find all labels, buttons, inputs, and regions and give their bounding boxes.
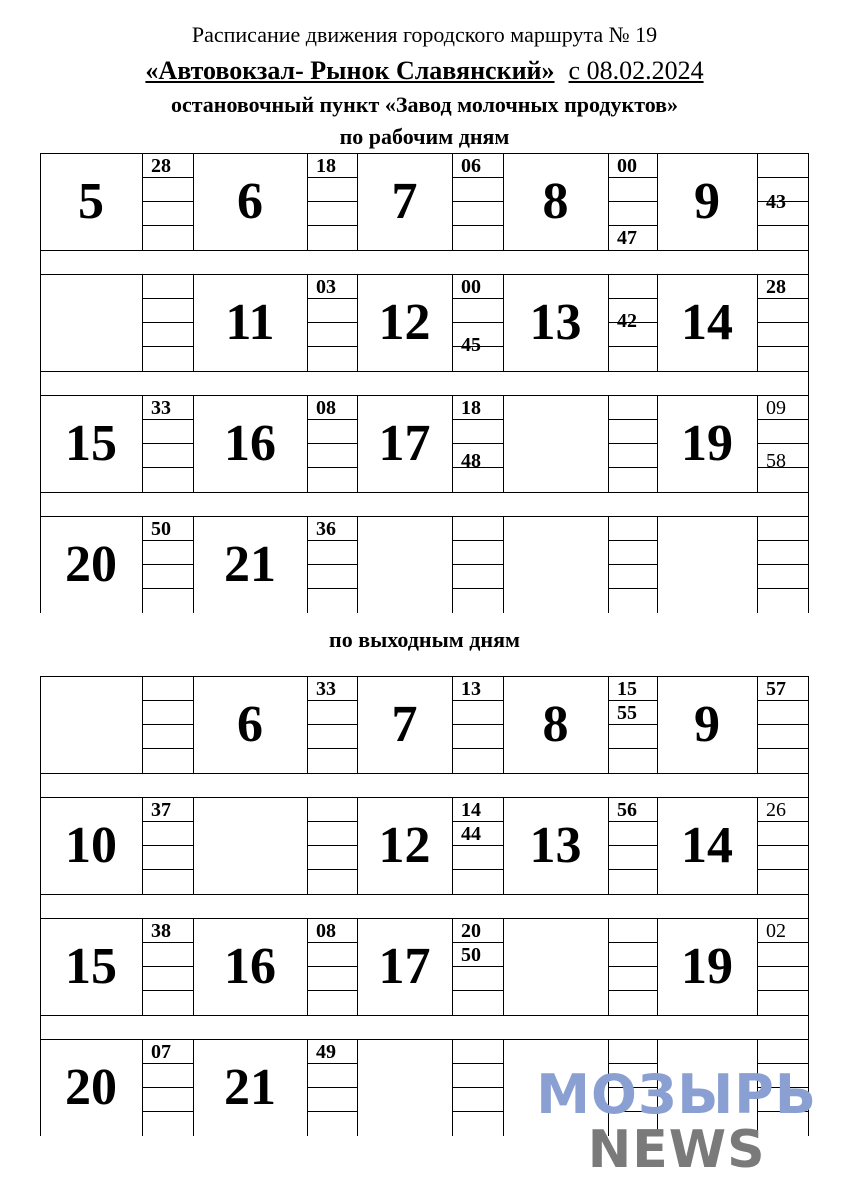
hour-cell: 12 — [378, 294, 431, 351]
row-right-border — [808, 516, 809, 613]
minute-value: 50 — [151, 518, 171, 540]
minute-slot-line — [142, 346, 193, 347]
minute-slot-line — [452, 724, 503, 725]
minute-slot-line — [307, 346, 357, 347]
minute-slot-line — [608, 748, 657, 749]
minute-slot-line — [757, 821, 808, 822]
hour-cell: 20 — [65, 536, 117, 593]
row-right-border — [808, 797, 809, 894]
minute-value: 48 — [461, 449, 481, 472]
hour-cell: 11 — [225, 294, 275, 351]
minute-slot-line — [452, 990, 503, 991]
minute-slot-line — [608, 298, 657, 299]
minute-value: 42 — [617, 309, 637, 332]
hour-cell: 21 — [224, 536, 276, 593]
minute-slot-line — [608, 966, 657, 967]
row-separator — [40, 371, 808, 395]
hour-cell: 15 — [65, 938, 117, 995]
minute-slot-line — [608, 564, 657, 565]
separator-right-border — [808, 773, 809, 797]
hour-cell: 14 — [681, 294, 733, 351]
minute-slot-line — [142, 724, 193, 725]
minute-slot-line — [452, 1087, 503, 1088]
row-separator — [40, 250, 808, 274]
hour-cell: 19 — [681, 415, 733, 472]
minute-slot-line — [142, 1111, 193, 1112]
minute-slot-line — [452, 564, 503, 565]
minute-slot-line — [452, 540, 503, 541]
hour-cell — [40, 676, 142, 773]
minute-slot-line — [757, 322, 808, 323]
minute-value: 43 — [766, 191, 786, 213]
minute-slot-line — [307, 298, 357, 299]
minute-slot-line — [452, 419, 503, 420]
minute-slot-line — [608, 588, 657, 589]
minute-slot-line — [757, 748, 808, 749]
hour-cell: 6 — [237, 173, 263, 230]
minute-slot-line — [307, 990, 357, 991]
minute-slot-line — [452, 748, 503, 749]
separator-left-border — [40, 371, 41, 395]
hour-cell: 16 — [224, 938, 276, 995]
hour-row — [40, 797, 808, 894]
minute-slot-line — [142, 564, 193, 565]
minute-slot-line — [142, 443, 193, 444]
minute-slot-line — [757, 419, 808, 420]
minute-slot-line — [142, 298, 193, 299]
minute-slot-line — [757, 588, 808, 589]
route-line — [0, 56, 849, 86]
minute-slot-line — [142, 588, 193, 589]
schedule-title: Расписание движения городского маршрута № 19 — [191, 22, 658, 47]
hour-cell: 14 — [681, 817, 733, 874]
hour-cell — [657, 516, 757, 613]
minute-slot-line — [307, 821, 357, 822]
minute-slot-line — [142, 201, 193, 202]
hour-cell: 7 — [391, 173, 418, 230]
minute-slot-line — [307, 201, 357, 202]
minute-slot-line — [307, 748, 357, 749]
row-separator — [40, 773, 808, 797]
minute-value: 47 — [617, 227, 637, 249]
row-separator — [40, 1015, 808, 1039]
minute-slot-line — [608, 467, 657, 468]
minute-slot-line — [142, 990, 193, 991]
hour-row — [40, 274, 808, 371]
minute-slot-line — [307, 845, 357, 846]
minute-value: 50 — [461, 944, 481, 966]
minute-slot-line — [142, 845, 193, 846]
minute-value: 06 — [461, 155, 481, 177]
minute-value: 37 — [151, 799, 171, 821]
hour-cell: 15 — [65, 415, 117, 472]
hour-cell: 8 — [542, 173, 569, 230]
hour-cell: 9 — [694, 696, 720, 753]
minute-slot-line — [307, 942, 357, 943]
hour-cell: 16 — [224, 415, 276, 472]
separator-left-border — [40, 773, 41, 797]
separator-left-border — [40, 250, 41, 274]
separator-left-border — [40, 1015, 41, 1039]
minute-value: 28 — [151, 155, 171, 177]
weekend-label: по выходным дням — [329, 627, 520, 652]
separator-left-border — [40, 894, 41, 918]
hour-row — [40, 516, 808, 613]
minute-slot-line — [307, 1111, 357, 1112]
minute-value: 38 — [151, 920, 171, 942]
minute-slot-line — [608, 443, 657, 444]
hour-cell: 7 — [391, 696, 418, 753]
minute-slot-line — [142, 467, 193, 468]
minute-slot-line — [307, 1063, 357, 1064]
minute-value: 14 — [461, 799, 481, 821]
minute-slot-line — [452, 869, 503, 870]
minute-slot-line — [452, 700, 503, 701]
minute-slot-line — [307, 588, 357, 589]
minute-slot-line — [757, 564, 808, 565]
minute-slot-line — [142, 869, 193, 870]
row-right-border — [808, 918, 809, 1015]
minute-value: 02 — [766, 920, 786, 942]
hour-cell — [357, 516, 452, 613]
hour-row — [40, 918, 808, 1015]
row-right-border — [808, 153, 809, 250]
minute-slot-line — [452, 821, 503, 822]
minute-slot-line — [757, 869, 808, 870]
minute-slot-line — [452, 1063, 503, 1064]
hour-row — [40, 676, 808, 773]
row-right-border — [808, 395, 809, 492]
minute-slot-line — [142, 748, 193, 749]
minute-slot-line — [307, 419, 357, 420]
minute-slot-line — [142, 821, 193, 822]
minute-slot-line — [307, 467, 357, 468]
minute-value: 18 — [461, 397, 481, 419]
hour-cell: 19 — [681, 938, 733, 995]
minute-slot-line — [608, 845, 657, 846]
minute-slot-line — [757, 346, 808, 347]
minute-slot-line — [307, 225, 357, 226]
hour-cell — [503, 918, 608, 1015]
hour-cell: 21 — [224, 1059, 276, 1116]
minute-slot-line — [142, 225, 193, 226]
minute-slot-line — [757, 225, 808, 226]
minute-slot-line — [452, 1111, 503, 1112]
minute-slot-line — [142, 1063, 193, 1064]
minute-value: 28 — [766, 276, 786, 298]
mozyr-news-watermark: МОЗЫРЬ NEWS — [536, 1063, 817, 1180]
hour-cell: 6 — [237, 696, 263, 753]
minute-slot-line — [142, 322, 193, 323]
minute-value: 44 — [461, 823, 481, 845]
minute-slot-line — [608, 201, 657, 202]
minute-slot-line — [608, 724, 657, 725]
minute-slot-line — [757, 443, 808, 444]
minute-slot-line — [307, 869, 357, 870]
minute-slot-line — [307, 322, 357, 323]
minute-slot-line — [757, 540, 808, 541]
row-right-border — [808, 274, 809, 371]
minute-value: 49 — [316, 1041, 336, 1063]
minute-value: 00 — [461, 276, 481, 298]
minute-value: 09 — [766, 397, 786, 419]
minute-slot-line — [142, 177, 193, 178]
separator-right-border — [808, 250, 809, 274]
minute-slot-line — [452, 588, 503, 589]
separator-left-border — [40, 492, 41, 516]
row-separator — [40, 492, 808, 516]
minute-slot-line — [757, 966, 808, 967]
minute-slot-line — [757, 700, 808, 701]
workdays-label: по рабочим дням — [339, 124, 510, 149]
hour-cell: 13 — [529, 817, 582, 874]
hour-cell: 20 — [65, 1059, 117, 1116]
minute-slot-line — [452, 845, 503, 846]
minute-slot-line — [608, 419, 657, 420]
workdays-timetable — [40, 153, 808, 613]
hour-cell — [193, 797, 307, 894]
minute-slot-line — [142, 966, 193, 967]
minute-value: 33 — [316, 678, 336, 700]
minute-value: 56 — [617, 799, 637, 821]
minute-value: 33 — [151, 397, 171, 419]
minute-value: 13 — [461, 678, 481, 700]
minute-value: 58 — [766, 449, 786, 472]
minute-slot-line — [307, 1087, 357, 1088]
minute-slot-line — [757, 298, 808, 299]
minute-slot-line — [307, 700, 357, 701]
hour-cell: 13 — [529, 294, 582, 351]
minute-slot-line — [452, 322, 503, 323]
minute-slot-line — [608, 177, 657, 178]
minute-value: 00 — [617, 155, 637, 177]
minute-slot-line — [757, 942, 808, 943]
hour-row — [40, 153, 808, 250]
minute-slot-line — [608, 225, 657, 226]
minute-slot-line — [608, 990, 657, 991]
minute-slot-line — [142, 540, 193, 541]
separator-right-border — [808, 894, 809, 918]
minute-slot-line — [307, 177, 357, 178]
minute-value: 07 — [151, 1041, 171, 1063]
minute-slot-line — [757, 724, 808, 725]
effective-date: с 08.02.2024 — [568, 56, 704, 85]
hour-cell — [357, 1039, 452, 1136]
hour-cell: 12 — [378, 817, 431, 874]
minute-value: 08 — [316, 920, 336, 942]
minute-value: 57 — [766, 678, 786, 700]
minute-slot-line — [307, 443, 357, 444]
hour-row — [40, 395, 808, 492]
minute-slot-line — [452, 177, 503, 178]
row-separator — [40, 894, 808, 918]
hour-cell: 9 — [694, 173, 720, 230]
minute-slot-line — [757, 845, 808, 846]
minute-slot-line — [608, 821, 657, 822]
minute-value: 26 — [766, 799, 786, 821]
separator-right-border — [808, 492, 809, 516]
minute-slot-line — [307, 966, 357, 967]
hour-cell — [503, 395, 608, 492]
minute-slot-line — [608, 942, 657, 943]
hour-cell: 8 — [542, 696, 569, 753]
minute-value: 08 — [316, 397, 336, 419]
stop-name: остановочный пункт «Завод молочных продуктов» — [170, 92, 679, 117]
hour-cell: 10 — [65, 817, 117, 874]
minute-slot-line — [452, 201, 503, 202]
minute-slot-line — [452, 966, 503, 967]
minute-slot-line — [608, 346, 657, 347]
minute-slot-line — [452, 298, 503, 299]
hour-cell: 17 — [378, 938, 431, 995]
minute-slot-line — [757, 177, 808, 178]
minute-slot-line — [142, 419, 193, 420]
minute-slot-line — [452, 443, 503, 444]
minute-slot-line — [307, 564, 357, 565]
minute-slot-line — [608, 540, 657, 541]
minute-value: 45 — [461, 333, 481, 356]
minute-value: 20 — [461, 920, 481, 942]
minute-slot-line — [608, 700, 657, 701]
minute-slot-line — [307, 540, 357, 541]
hour-cell — [503, 516, 608, 613]
minute-value: 18 — [316, 155, 336, 177]
separator-right-border — [808, 371, 809, 395]
minute-slot-line — [142, 942, 193, 943]
hour-cell: 17 — [378, 415, 431, 472]
minute-value: 03 — [316, 276, 336, 298]
separator-right-border — [808, 1015, 809, 1039]
minute-slot-line — [757, 990, 808, 991]
minute-slot-line — [142, 700, 193, 701]
minute-slot-line — [452, 225, 503, 226]
minute-value: 15 — [617, 678, 637, 700]
minute-value: 55 — [617, 702, 637, 724]
minute-value: 36 — [316, 518, 336, 540]
hour-cell: 5 — [78, 173, 104, 230]
minute-slot-line — [307, 724, 357, 725]
hour-cell — [40, 274, 142, 371]
route-name: «Автовокзал- Рынок Славянский» — [145, 56, 555, 85]
minute-slot-line — [452, 942, 503, 943]
minute-slot-line — [608, 869, 657, 870]
row-right-border — [808, 676, 809, 773]
minute-slot-line — [142, 1087, 193, 1088]
